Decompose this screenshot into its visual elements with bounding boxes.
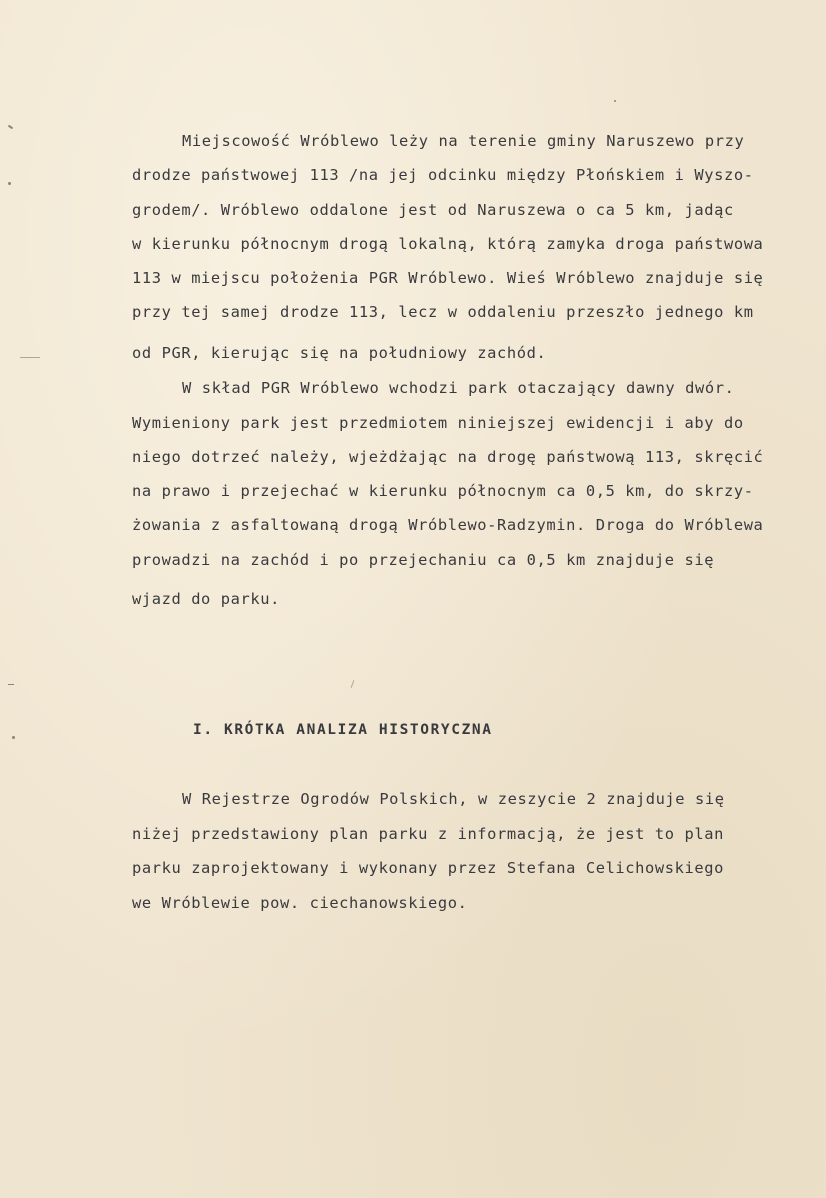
paragraph-1-line: Miejscowość Wróblewo leży na terenie gminy Naruszewo przy (182, 132, 745, 150)
margin-mark (12, 736, 15, 739)
paragraph-2-line: żowania z asfaltowaną drogą Wróblewo-Radzymin. Droga do Wróblewa (132, 516, 764, 534)
paragraph-1-line: drodze państwowej 113 /na jej odcinku między Płońskiem i Wyszo- (132, 166, 754, 184)
speck-mark (614, 100, 616, 102)
paragraph-2-line: prowadzi na zachód i po przejechaniu ca 0,5 km znajduje się (132, 551, 715, 569)
speck-mark (351, 680, 355, 688)
paragraph-1-line: przy tej samej drodze 113, lecz w oddaleniu przeszło jednego km (132, 303, 754, 321)
margin-mark (20, 357, 40, 358)
margin-mark (8, 182, 11, 185)
paragraph-3-line: W Rejestrze Ogrodów Polskich, w zeszycie 2 znajduje się (182, 790, 725, 808)
paragraph-3-line: niżej przedstawiony plan parku z informacją, że jest to plan (132, 825, 724, 843)
paragraph-1-line: grodem/. Wróblewo oddalone jest od Naruszewa o ca 5 km, jadąc (132, 201, 734, 219)
paragraph-2-line: na prawo i przejechać w kierunku północnym ca 0,5 km, do skrzy- (132, 482, 754, 500)
paragraph-3-line: we Wróblewie pow. ciechanowskiego. (132, 894, 468, 912)
section-heading: I. KRÓTKA ANALIZA HISTORYCZNA (193, 722, 493, 738)
paragraph-2-line: niego dotrzeć należy, wjeżdżając na drogę państwową 113, skręcić (132, 448, 764, 466)
paragraph-1-line: 113 w miejscu położenia PGR Wróblewo. Wieś Wróblewo znajduje się (132, 269, 764, 287)
paragraph-2-line: W skład PGR Wróblewo wchodzi park otaczający dawny dwór. (182, 379, 735, 397)
paragraph-3-line: parku zaprojektowany i wykonany przez Stefana Celichowskiego (132, 859, 724, 877)
paragraph-2-line: Wymieniony park jest przedmiotem niniejszej ewidencji i aby do (132, 414, 744, 432)
paragraph-2-line: wjazd do parku. (132, 590, 280, 608)
margin-mark (8, 684, 14, 685)
margin-mark (8, 125, 13, 130)
paragraph-1-line: w kierunku północnym drogą lokalną, którą zamyka droga państwowa (132, 235, 764, 253)
paragraph-1-line: od PGR, kierując się na południowy zachód. (132, 344, 547, 362)
